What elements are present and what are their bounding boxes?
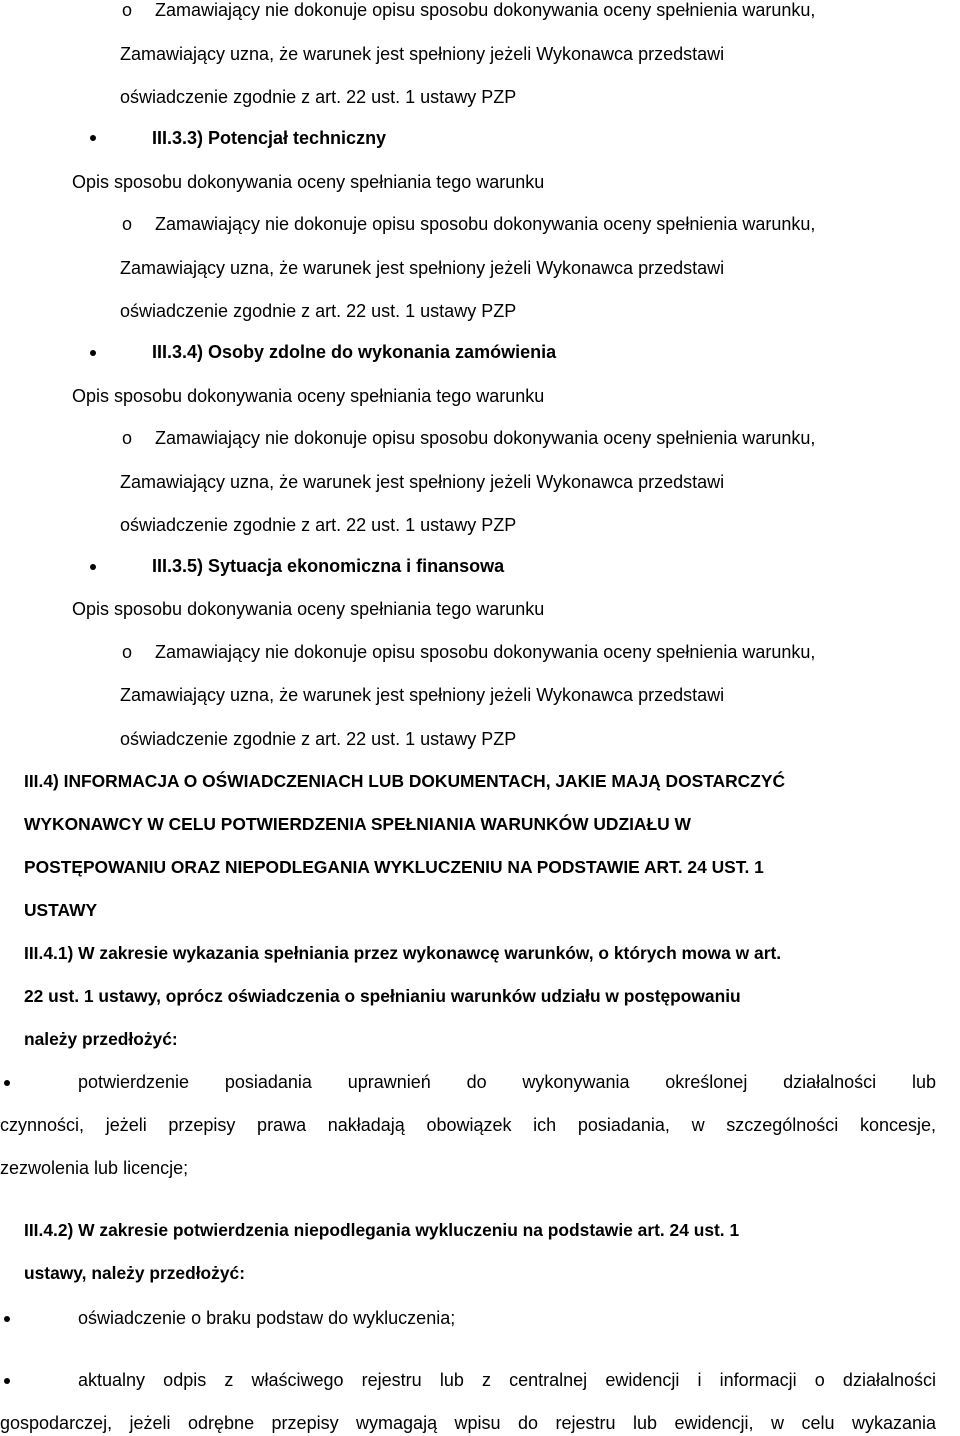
paragraph-line: Zamawiający nie dokonuje opisu sposobu dokonywania oceny spełnienia warunku, [155,428,816,448]
subsection-title: ustawy, należy przedłożyć: [24,1263,245,1283]
paragraph-line: oświadczenie zgodnie z art. 22 ust. 1 ustawy PZP [120,515,517,535]
list-item-line: gospodarczej, jeżeli odrębne przepisy wymagają wpisu do rejestru lub ewidencji, w celu wykazania [0,1413,936,1433]
subsection-title: 22 ust. 1 ustawy, oprócz oświadczenia o spełnianiu warunków udziału w postępowaniu [24,986,741,1006]
paragraph-line: Zamawiający nie dokonuje opisu sposobu dokonywania oceny spełnienia warunku, [155,642,816,662]
paragraph-line: oświadczenie zgodnie z art. 22 ust. 1 ustawy PZP [120,87,517,107]
bullet-dot [90,564,96,570]
paragraph-line: oświadczenie zgodnie z art. 22 ust. 1 ustawy PZP [120,729,517,749]
subsection-title: należy przedłożyć: [24,1029,178,1049]
section-title: USTAWY [24,900,98,920]
section-title: III.4) INFORMACJA O OŚWIADCZENIACH LUB DOKUMENTACH, JAKIE MAJĄ DOSTARCZYĆ [24,771,785,791]
paragraph-line: Zamawiający nie dokonuje opisu sposobu dokonywania oceny spełnienia warunku, [155,214,816,234]
circle-bullet: o [122,214,133,234]
section-opis: Opis sposobu dokonywania oceny spełniania tego warunku [72,172,545,192]
section-opis: Opis sposobu dokonywania oceny spełniania tego warunku [72,599,545,619]
subsection-title: III.4.2) W zakresie potwierdzenia niepodlegania wykluczeniu na podstawie art. 24 ust. 1 [24,1220,740,1240]
paragraph-line: Zamawiający uzna, że warunek jest spełniony jeżeli Wykonawca przedstawi [120,472,725,492]
section-title: POSTĘPOWANIU ORAZ NIEPODLEGANIA WYKLUCZENIU NA PODSTAWIE ART. 24 UST. 1 [24,857,764,877]
list-item-line: aktualny odpis z właściwego rejestru lub z centralnej ewidencji i informacji o działalności [78,1370,936,1390]
bullet-dot [4,1378,10,1384]
paragraph-line: Zamawiający uzna, że warunek jest spełniony jeżeli Wykonawca przedstawi [120,258,725,278]
bullet-dot [4,1316,10,1322]
circle-bullet: o [122,428,133,448]
section-heading: III.3.3) Potencjał techniczny [152,128,387,148]
paragraph-line: oświadczenie zgodnie z art. 22 ust. 1 ustawy PZP [120,301,517,321]
bullet-dot [4,1080,10,1086]
subsection-title: III.4.1) W zakresie wykazania spełniania przez wykonawcę warunków, o których mowa w art. [24,943,782,963]
list-item-line: czynności, jeżeli przepisy prawa nakładają obowiązek ich posiadania, w szczególności koncesje, [0,1115,936,1135]
bullet-dot [90,135,96,141]
section-heading: III.3.4) Osoby zdolne do wykonania zamówienia [152,342,557,362]
paragraph-line: Zamawiający uzna, że warunek jest spełniony jeżeli Wykonawca przedstawi [120,685,725,705]
section-heading: III.3.5) Sytuacja ekonomiczna i finansowa [152,556,505,576]
circle-bullet: o [122,642,133,662]
paragraph-line: Zamawiający uzna, że warunek jest spełniony jeżeli Wykonawca przedstawi [120,44,725,64]
section-opis: Opis sposobu dokonywania oceny spełniania tego warunku [72,386,545,406]
list-item-line: potwierdzenie posiadania uprawnień do wykonywania określonej działalności lub [78,1072,936,1092]
list-item-line: oświadczenie o braku podstaw do wykluczenia; [78,1308,456,1328]
paragraph-line: Zamawiający nie dokonuje opisu sposobu dokonywania oceny spełnienia warunku, [155,0,816,20]
bullet-dot [90,350,96,356]
circle-bullet: o [122,0,133,20]
list-item-line: zezwolenia lub licencje; [0,1158,189,1178]
section-title: WYKONAWCY W CELU POTWIERDZENIA SPEŁNIANIA WARUNKÓW UDZIAŁU W [24,814,691,834]
